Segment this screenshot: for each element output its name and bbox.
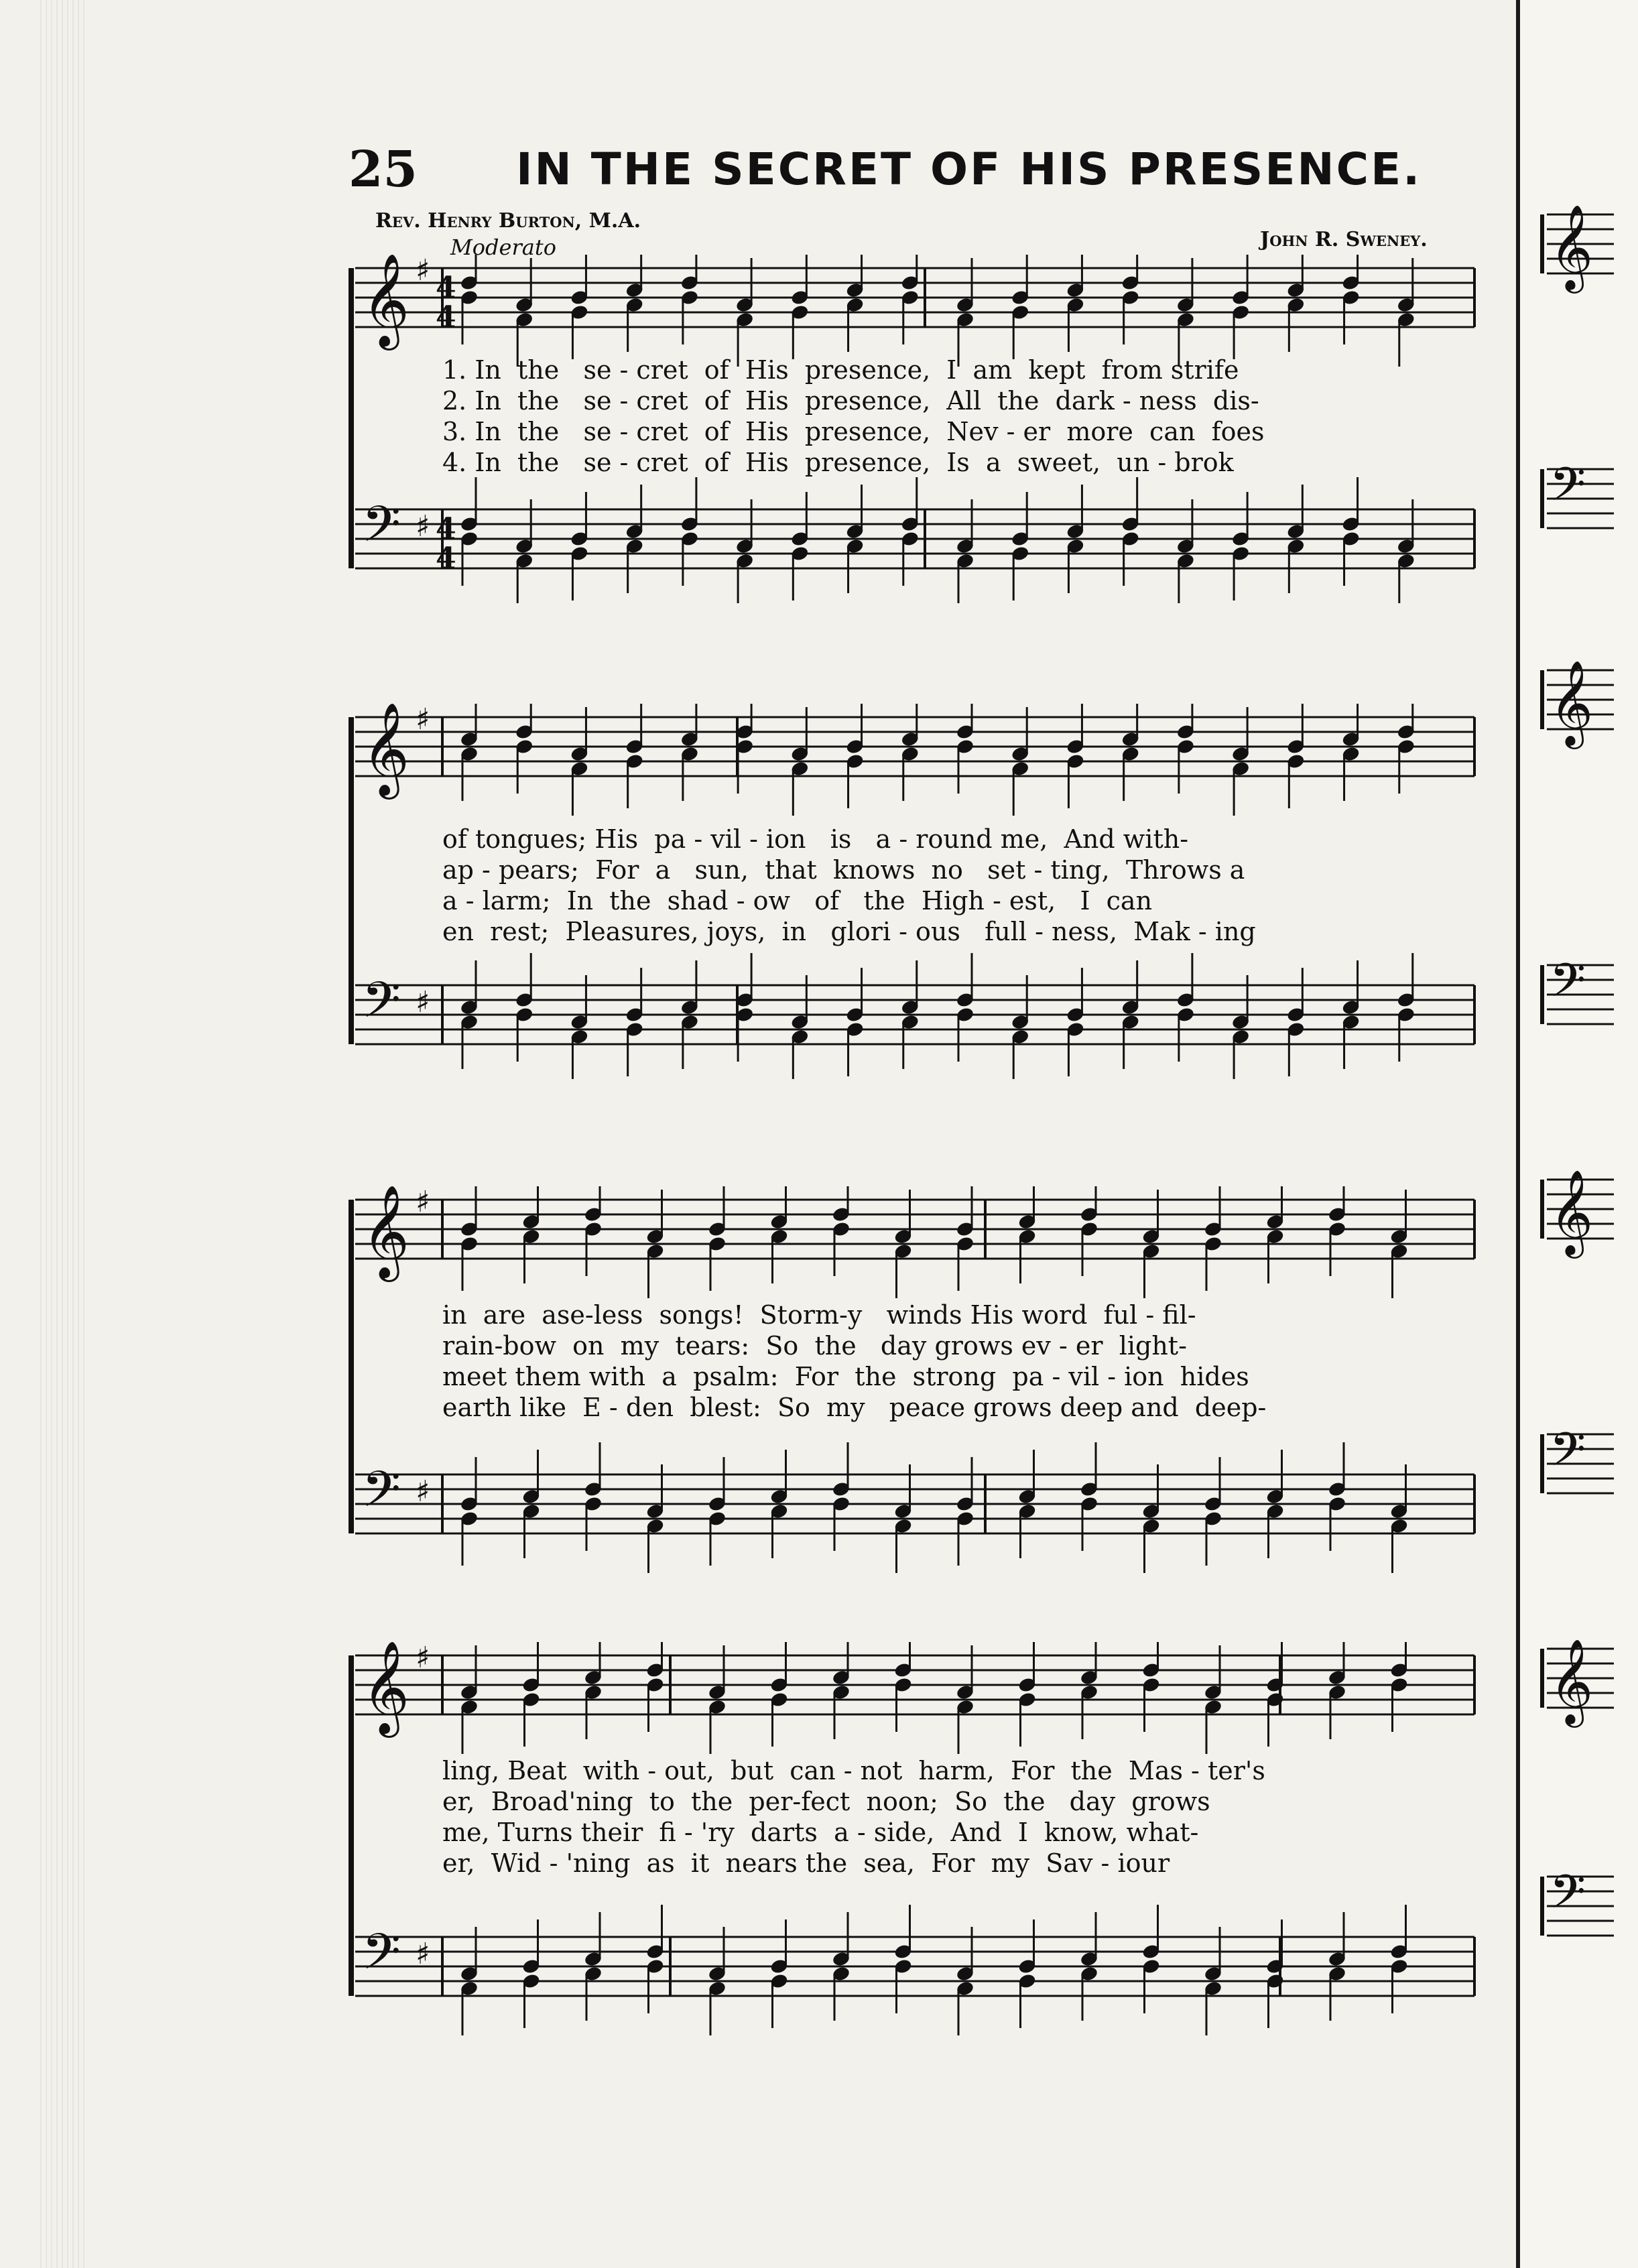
svg-text:𝄞: 𝄞 <box>1550 1638 1594 1724</box>
lyric-verse-3: 3. In the se - cret of His presence, Nev - er more can foes <box>442 417 1265 446</box>
lyric-verse-4: er, Wid - 'ning as it nears the sea, For my Sav - iour <box>442 1848 1170 1878</box>
lyric-verse-1: ling, Beat with - out, but can - not harm, For the Mas - ter's <box>442 1756 1265 1785</box>
svg-text:𝄞: 𝄞 <box>362 1642 410 1734</box>
svg-text:4: 4 <box>436 300 456 334</box>
lyric-verse-4: en rest; Pleasures, joys, in glori - ous full - ness, Mak - ing <box>442 917 1256 946</box>
svg-text:♯: ♯ <box>416 1937 430 1971</box>
lyric-verse-2: ap - pears; For a sun, that knows no set - ting, Throws a <box>442 855 1245 885</box>
hymn-number: 25 <box>349 141 418 198</box>
svg-text:4: 4 <box>436 542 456 576</box>
svg-text:𝄢: 𝄢 <box>1550 1422 1586 1488</box>
svg-text:𝄢: 𝄢 <box>362 1923 401 1993</box>
svg-text:𝄞: 𝄞 <box>1550 204 1594 290</box>
svg-text:4: 4 <box>436 271 456 305</box>
hymn-title: IN THE SECRET OF HIS PRESENCE. <box>516 143 1422 195</box>
lyric-verse-2: 2. In the se - cret of His presence, All the dark - ness dis- <box>442 386 1259 416</box>
svg-text:𝄢: 𝄢 <box>1550 1865 1586 1930</box>
svg-text:𝄞: 𝄞 <box>362 704 410 796</box>
svg-text:♯: ♯ <box>416 1474 430 1509</box>
tempo-marking: Moderato <box>450 235 556 260</box>
svg-text:𝄢: 𝄢 <box>1550 953 1586 1019</box>
svg-text:𝄢: 𝄢 <box>362 971 401 1042</box>
music-system-3 <box>349 1186 1481 1575</box>
svg-text:♯: ♯ <box>416 1642 430 1675</box>
lyric-verse-3: meet them with a psalm: For the strong pa - vil - ion hides <box>442 1362 1249 1391</box>
next-page-edge <box>1516 0 1638 2268</box>
lyric-verse-1: in are ase-less songs! Storm-y winds His word ful - fil- <box>442 1300 1196 1330</box>
svg-text:♯: ♯ <box>416 1186 430 1219</box>
svg-text:♯: ♯ <box>416 985 430 1019</box>
lyric-verse-1: 1. In the se - cret of His presence, I am kept from strife <box>442 355 1239 385</box>
lyric-verse-3: a - larm; In the shad - ow of the High - est, I can <box>442 886 1153 916</box>
svg-text:♯: ♯ <box>416 704 430 737</box>
svg-text:♯: ♯ <box>416 509 430 544</box>
lyric-verse-3: me, Turns their fi - 'ry darts a - side, And I know, what- <box>442 1818 1199 1847</box>
music-system-1 <box>349 255 1481 603</box>
lyric-verse-4: 4. In the se - cret of His presence, Is a sweet, un - brok <box>442 448 1234 477</box>
svg-text:𝄞: 𝄞 <box>1550 659 1594 745</box>
lyric-verse-4: earth like E - den blest: So my peace grows deep and deep- <box>442 1393 1267 1422</box>
lyric-verse-1: of tongues; His pa - vil - ion is a - round me, And with- <box>442 824 1189 854</box>
lyric-verse-2: er, Broad'ning to the per-fect noon; So the day grows <box>442 1787 1210 1816</box>
page-stack-edge <box>40 0 87 2268</box>
svg-text:𝄞: 𝄞 <box>362 255 410 346</box>
composer-credit: John R. Sweney. <box>1260 228 1428 251</box>
music-system-2 <box>349 704 1481 1079</box>
author-credit: Rev. Henry Burton, M.A. <box>375 209 641 233</box>
lyric-verse-2: rain-bow on my tears: So the day grows ev - er light- <box>442 1331 1187 1361</box>
svg-text:♯: ♯ <box>416 255 430 288</box>
svg-text:𝄞: 𝄞 <box>1550 1169 1594 1255</box>
svg-text:𝄢: 𝄢 <box>362 495 401 566</box>
svg-text:𝄢: 𝄢 <box>362 1460 401 1531</box>
svg-text:4: 4 <box>436 512 456 546</box>
svg-text:𝄢: 𝄢 <box>1550 457 1586 523</box>
music-system-4 <box>349 1642 1481 2044</box>
next-page-staves <box>1520 0 1614 2268</box>
svg-text:𝄞: 𝄞 <box>362 1186 410 1278</box>
